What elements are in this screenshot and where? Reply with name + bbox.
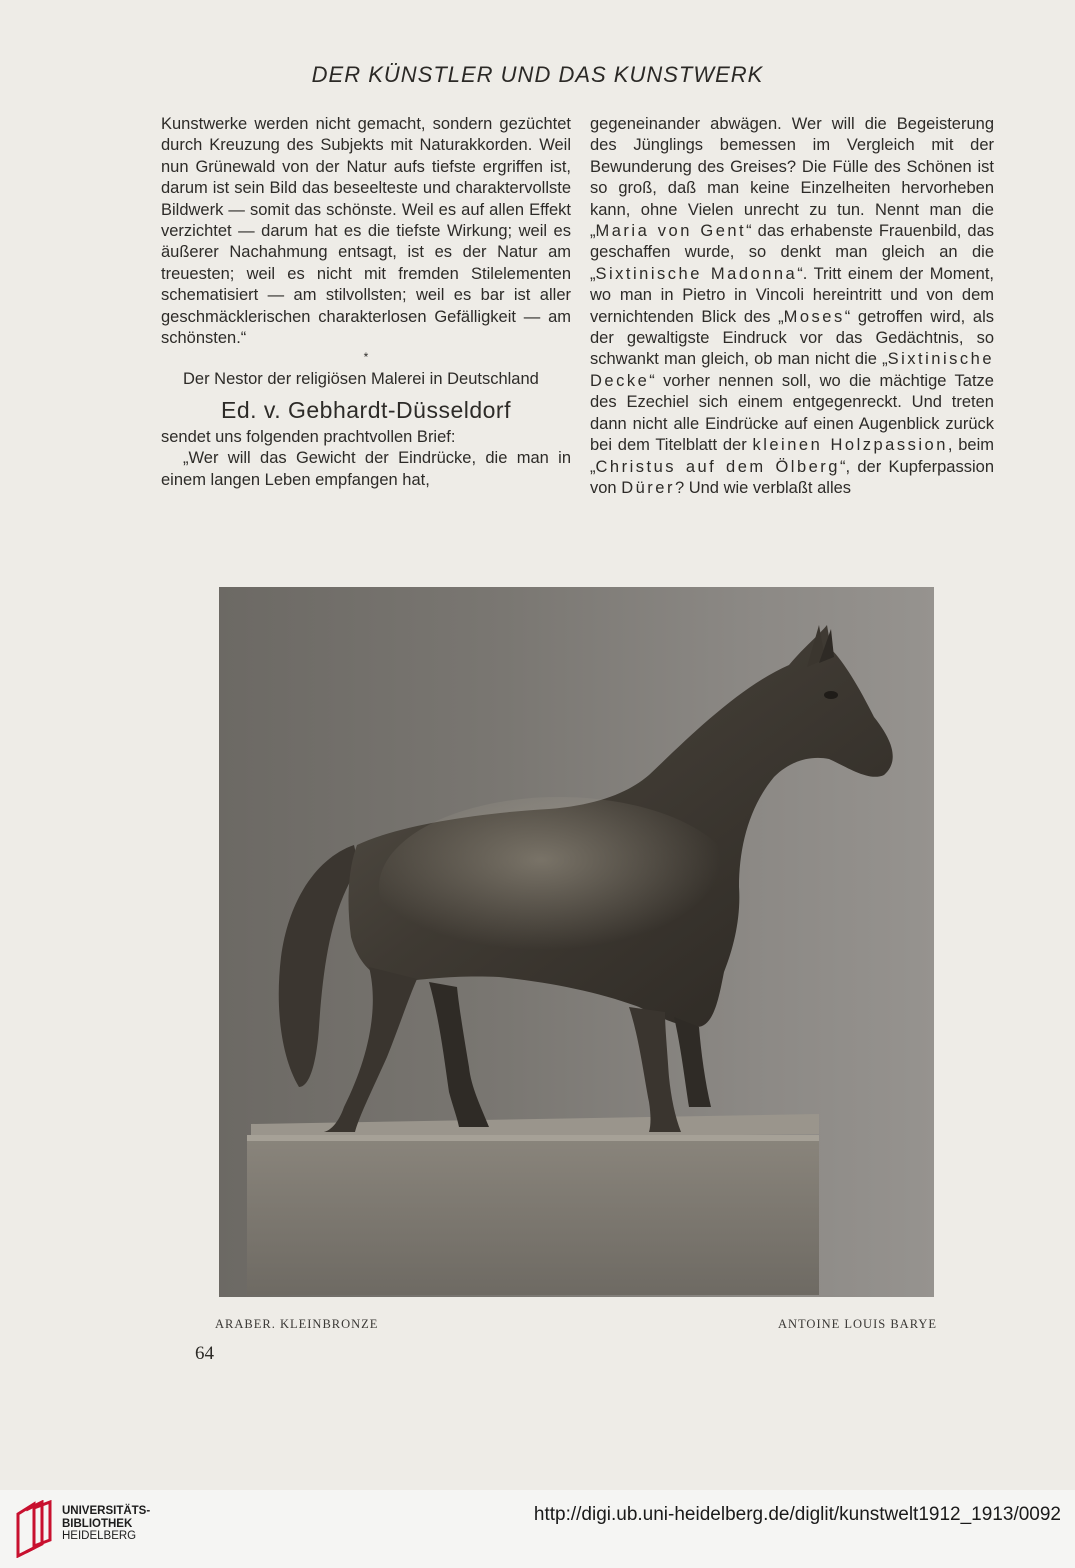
body-highlight	[379, 797, 739, 977]
paragraph-letter-intro: sendet uns folgenden prachtvollen Brief:	[161, 427, 456, 446]
text-run: , beim „	[590, 436, 994, 476]
horse-eye	[824, 691, 838, 699]
spaced-title-maria-von-gent: Maria von Gent	[595, 222, 747, 241]
library-logo-icon	[12, 1500, 54, 1558]
spaced-title-sixtinische-decke: Sixtinische Decke	[590, 350, 994, 390]
permalink-url[interactable]: http://digi.ub.uni-heidelberg.de/diglit/kunstwelt1912_1913/0092	[533, 1504, 1061, 1525]
spaced-title-kleinen-holzpassion: kleinen Holzpassion	[752, 436, 948, 455]
paragraph-grunewald-quote: Kunstwerke werden nicht gemacht, sondern gezüchtet durch Kreuzung des Subjekts mit Naturakkorden. Weil nun Grünewald von der Natur aufs tiefste ergriffen ist, darum ist sein Bild das beseelteste und charaktervollste Bildwerk — somit das schönste. Weil es auf allen Effekt verzichtet — darum hat es die tiefste Wirkung; weil es äußerer Nachahmung entsagt, ist es der Natur am treuesten; weil es nicht mit fremden Stilelementen schematisiert — am stilvollsten; weil es bar ist aller geschmäcklerischen charakterlosen Gefälligkeit — am schönsten.“	[161, 115, 571, 348]
text-run: gegeneinander abwägen. Wer will die Begeisterung des Jünglings bemessen im Vergleich mit der Bewunderung des Greises? Die Fülle des Schönen ist so groß, daß man keine Einzelheiten hervorheben kann, ohne Vielen unrecht zu tun. Nennt man die „	[590, 115, 994, 241]
library-name	[62, 1505, 150, 1543]
author-signature-heading: Ed. v. Gebhardt-Düsseldorf	[221, 396, 511, 423]
text-run: “, der Kupferpassion von	[590, 457, 994, 497]
text-run: “ getroffen wird, als der gewaltigste Eindruck vor das Gedächtnis, so schwankt man gleich, ob man nicht die „	[590, 307, 994, 369]
running-head: DER KÜNSTLER UND DAS KUNSTWERK	[311, 62, 764, 87]
figure-caption-artist: ANTOINE LOUIS BARYE	[777, 1317, 937, 1331]
text-run: “ das erhabenste Frauenbild, das geschaffen wurde, so denkt man gleich an die „	[590, 222, 994, 283]
paragraph-nestor: Der Nestor der religiösen Malerei in Deutschland	[183, 370, 539, 389]
horse-hind-leg	[323, 967, 417, 1132]
spaced-title-sixtinische-madonna: Sixtinische Madonna	[595, 264, 798, 283]
library-name-line: HEIDELBERG	[62, 1530, 137, 1542]
figure-caption-title: ARABER. KLEINBRONZE	[215, 1317, 379, 1331]
paragraph-letter-start: „Wer will das Gewicht der Eindrücke, die man in einem langen Leben empfangen hat,	[161, 449, 571, 489]
library-footer	[0, 1490, 1075, 1568]
plinth-front	[247, 1135, 819, 1295]
right-text-column	[590, 114, 994, 499]
text-run: ? Und wie verblaßt alles	[674, 478, 852, 497]
spaced-name-durer: Dürer	[621, 478, 675, 497]
horse-fore-leg	[629, 1007, 681, 1132]
horse-fore-leg	[674, 1017, 711, 1107]
text-run: “. Tritt einem der Moment, wo man in Pietro in Vincoli hereintritt und von dem vernichtenden Blick des „	[590, 264, 994, 326]
paragraph-letter-continued	[590, 114, 994, 499]
library-name-line: UNIVERSITÄTS-	[62, 1505, 151, 1517]
text-run: “ vorher nennen soll, wo die mächtige Tatze des Ezechiel sich einem entgegenreckt. Und treten dann nicht alle Eindrücke auf einen Augenblick zurück bei dem Titelblatt der	[590, 371, 994, 455]
section-asterisk: *	[363, 350, 369, 365]
spaced-title-christus-auf-dem-olberg: Christus auf dem Ölberg	[595, 457, 840, 476]
left-text-column	[161, 114, 571, 491]
horse-sculpture-illustration	[219, 587, 934, 1297]
library-name-line: BIBLIOTHEK	[62, 1517, 133, 1530]
spaced-title-moses: Moses	[783, 307, 845, 326]
horse-bronze-photograph	[219, 587, 934, 1297]
plinth-edge	[247, 1135, 819, 1141]
horse-hind-leg	[429, 982, 489, 1127]
horse-tail	[279, 845, 359, 1087]
page-number: 64	[195, 1343, 214, 1364]
